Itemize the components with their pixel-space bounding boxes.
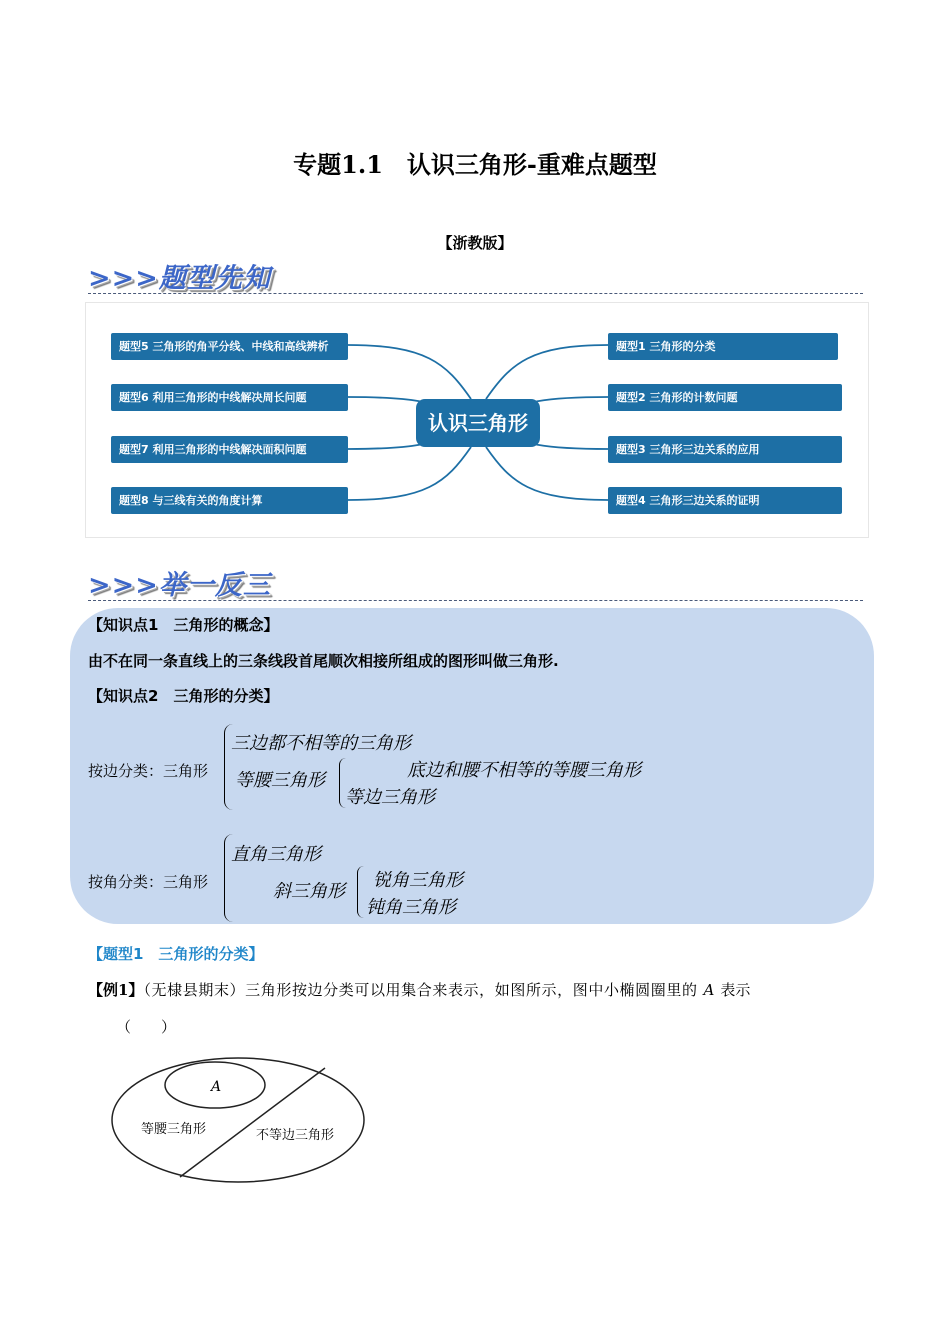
edition-label: 【浙教版】 <box>437 234 513 252</box>
section-divider <box>88 293 863 294</box>
mindmap-item-type7: 题型7 利用三角形的中线解决面积问题 <box>111 436 348 463</box>
section-header-practice: >>>举一反三 <box>88 570 271 601</box>
mindmap <box>85 302 869 538</box>
by-angle-oblique: 斜三角形 <box>273 881 345 902</box>
mindmap-item-type8: 题型8 与三线有关的角度计算 <box>111 487 348 514</box>
mindmap-item-type3: 题型3 三角形三边关系的应用 <box>608 436 842 463</box>
venn-label-scalene: 不等边三角形 <box>256 1128 335 1143</box>
example-1 <box>88 979 864 1000</box>
mindmap-item-type6: 题型6 利用三角形的中线解决周长问题 <box>111 384 348 411</box>
mindmap-item-type5: 题型5 三角形的角平分线、中线和高线辨析 <box>111 333 348 360</box>
venn-label-a: A <box>211 1079 222 1095</box>
mindmap-item-type1: 题型1 三角形的分类 <box>608 333 838 360</box>
question-type-title: 【题型1 三角形的分类】 <box>88 945 264 963</box>
example-text: （无棣县期末）三角形按边分类可以用集合来表示，如图所示，图中小椭圆圈里的 <box>143 981 698 999</box>
by-angle-label: 按角分类：三角形 <box>88 873 209 891</box>
venn-outer-ellipse <box>112 1058 364 1182</box>
kp1-title: 【知识点1 三角形的概念】 <box>88 616 279 634</box>
mindmap-item-type4: 题型4 三角形三边关系的证明 <box>608 487 842 514</box>
section-divider <box>88 600 863 601</box>
by-angle-acute: 锐角三角形 <box>373 870 463 891</box>
kp2-title: 【知识点2 三角形的分类】 <box>88 687 279 705</box>
by-side-iso-noneq: 底边和腰不相等的等腰三角形 <box>407 760 641 781</box>
example-tail: 表示 <box>720 981 751 999</box>
section-header-preview: >>>题型先知 <box>88 263 271 294</box>
by-side-label: 按边分类：三角形 <box>88 762 209 780</box>
by-side-scalene: 三边都不相等的三角形 <box>231 733 411 754</box>
mindmap-center: 认识三角形 <box>416 399 540 447</box>
example-label: 【例1】 <box>88 981 144 999</box>
by-angle-right: 直角三角形 <box>231 844 321 865</box>
brace <box>357 866 364 918</box>
mindmap-item-type2: 题型2 三角形的计数问题 <box>608 384 842 411</box>
by-side-equilateral: 等边三角形 <box>345 787 435 808</box>
example-var: A <box>703 981 715 999</box>
venn-diagram <box>110 1055 370 1185</box>
venn-label-isosceles: 等腰三角形 <box>141 1122 207 1137</box>
page-title: 专题1.1 认识三角形-重难点题型 <box>293 150 657 179</box>
kp1-text: 由不在同一条直线上的三条线段首尾顺次相接所组成的图形叫做三角形. <box>88 652 559 670</box>
by-side-isosceles: 等腰三角形 <box>235 770 325 791</box>
answer-blank: （ ） <box>116 1018 177 1036</box>
by-angle-obtuse: 钝角三角形 <box>366 897 456 918</box>
